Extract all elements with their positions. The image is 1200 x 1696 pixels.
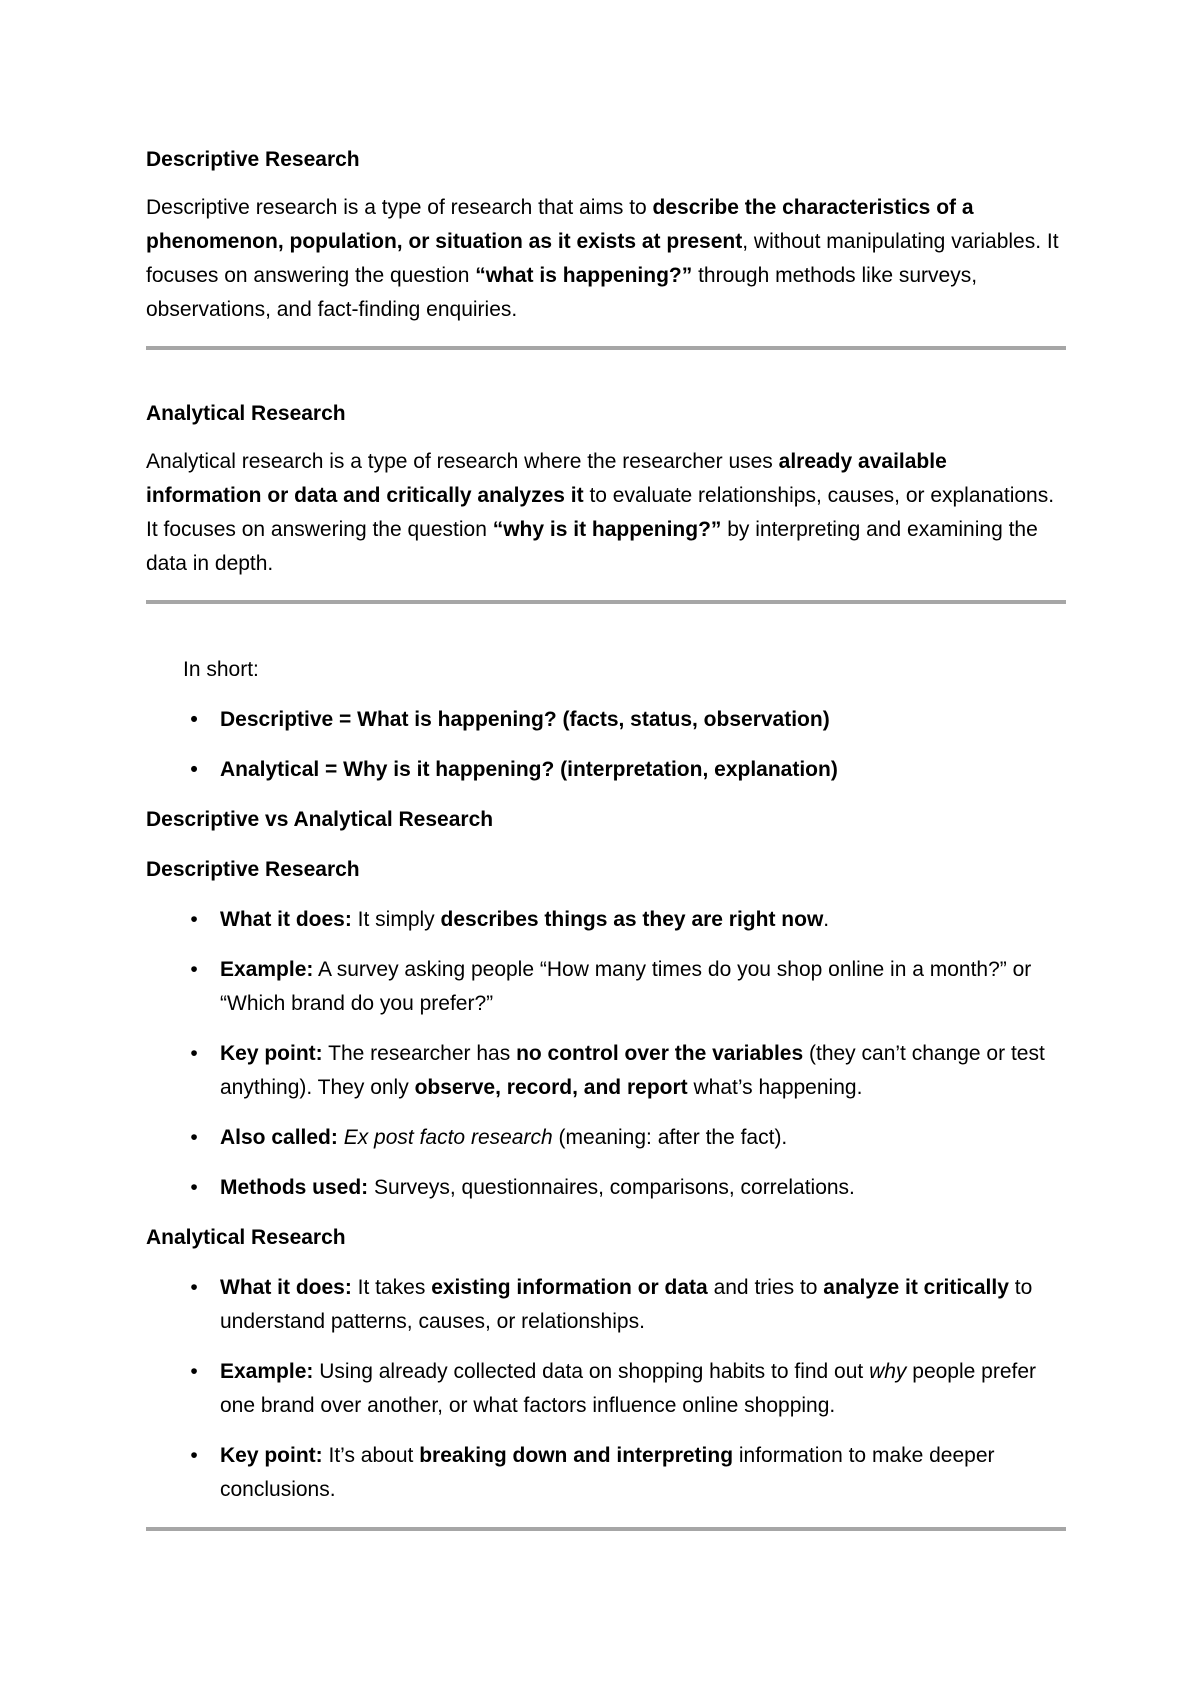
list-item <box>146 1121 1066 1155</box>
item-key: Key point: <box>220 1042 323 1065</box>
descriptive-heading: Descriptive Research <box>146 148 360 171</box>
bold-run: analyze it critically <box>823 1276 1009 1299</box>
text-run: people prefer one brand over another, or what factors influence online shopping. <box>220 1360 1037 1417</box>
bold-run: describes things as they are right now <box>440 908 824 931</box>
text-run: Surveys, questionnaires, comparisons, correlations. <box>368 1176 855 1199</box>
list-item <box>146 1439 1066 1507</box>
item-key: Example: <box>220 958 314 981</box>
comparison-section <box>146 803 1066 1507</box>
analytical-heading: Analytical Research <box>146 402 346 425</box>
text-run: information to make deeper conclusions. <box>220 1444 995 1501</box>
bullet-icon: • <box>190 758 198 781</box>
bold-run: no control over the variables <box>516 1042 804 1065</box>
text-run: , without manipulating variables. It focuses on answering the question <box>146 230 1059 287</box>
list-item-text: Descriptive = What is happening? (facts, status, observation) <box>220 708 830 731</box>
bullet-icon: • <box>190 908 198 931</box>
analytical-section <box>146 397 1066 581</box>
text-run: It takes <box>351 1276 432 1299</box>
bold-run: describe the characteristics of a phenomenon, population, or situation as it exists at present <box>146 196 974 253</box>
comparison-heading: Descriptive vs Analytical Research <box>146 808 494 831</box>
text-run: It simply <box>351 908 441 931</box>
list-item <box>146 1271 1066 1339</box>
list-item <box>146 1171 1066 1205</box>
text-run: Using already collected data on shopping habits to find out <box>313 1360 870 1383</box>
list-item <box>146 753 1066 787</box>
item-key: What it does: <box>220 908 352 931</box>
descriptive-subheading: Descriptive Research <box>146 858 360 881</box>
analytical-list <box>146 1271 1066 1507</box>
horizontal-rule <box>146 346 1066 350</box>
bullet-icon: • <box>190 958 198 981</box>
text-run: what’s happening. <box>687 1076 863 1099</box>
in-short-list <box>146 703 1066 787</box>
text-run: to evaluate relationships, causes, or explanations. It focuses on answering the question <box>146 484 1055 541</box>
list-item <box>146 1037 1066 1105</box>
analytical-paragraph <box>146 445 1066 581</box>
analytical-subheading: Analytical Research <box>146 1226 346 1249</box>
text-run: . <box>823 908 830 931</box>
item-key: Also called: <box>220 1126 338 1149</box>
item-key: Key point: <box>220 1444 323 1467</box>
descriptive-paragraph <box>146 191 1066 327</box>
text-run: through methods like surveys, observations, and fact-finding enquiries. <box>146 264 978 321</box>
list-item <box>146 1355 1066 1423</box>
bullet-icon: • <box>190 708 198 731</box>
bold-run: already available information or data and critically analyzes it <box>146 450 947 507</box>
text-run: Analytical research is a type of research where the researcher uses <box>146 450 779 473</box>
horizontal-rule <box>146 1527 1066 1531</box>
descriptive-section <box>146 143 1066 327</box>
text-run: A survey asking people “How many times do you shop online in a month?” or “Which brand do you prefer?” <box>220 958 1032 1015</box>
bullet-icon: • <box>190 1042 198 1065</box>
text-run: Descriptive research is a type of research that aims to <box>146 196 653 219</box>
text-run: to understand patterns, causes, or relationships. <box>220 1276 1033 1333</box>
bold-run: “why is it happening?” <box>492 518 722 541</box>
bullet-icon: • <box>190 1360 198 1383</box>
item-key: Example: <box>220 1360 314 1383</box>
text-run: It’s about <box>322 1444 420 1467</box>
bullet-icon: • <box>190 1276 198 1299</box>
list-item <box>146 953 1066 1021</box>
bold-run: breaking down and interpreting <box>419 1444 734 1467</box>
bullet-icon: • <box>190 1126 198 1149</box>
bold-run: existing information or data <box>431 1276 708 1299</box>
text-run: The researcher has <box>322 1042 517 1065</box>
horizontal-rule <box>146 600 1066 604</box>
in-short-block <box>146 653 1066 787</box>
bold-run: “what is happening?” <box>475 264 693 287</box>
list-item-text: Analytical = Why is it happening? (interpretation, explanation) <box>220 758 838 781</box>
in-short-label: In short: <box>183 658 259 681</box>
descriptive-list <box>146 903 1066 1205</box>
list-item <box>146 903 1066 937</box>
bold-run: observe, record, and report <box>414 1076 688 1099</box>
bullet-icon: • <box>190 1444 198 1467</box>
item-key: What it does: <box>220 1276 352 1299</box>
item-key: Methods used: <box>220 1176 369 1199</box>
italic-run: why <box>869 1360 907 1383</box>
bullet-icon: • <box>190 1176 198 1199</box>
text-run: (meaning: after the fact). <box>552 1126 788 1149</box>
list-item <box>146 703 1066 737</box>
text-run: by interpreting and examining the data in depth. <box>146 518 1038 575</box>
text-run: (they can’t change or test anything). They only <box>220 1042 1045 1099</box>
italic-run: Ex post facto research <box>343 1126 553 1149</box>
text-run: and tries to <box>707 1276 824 1299</box>
